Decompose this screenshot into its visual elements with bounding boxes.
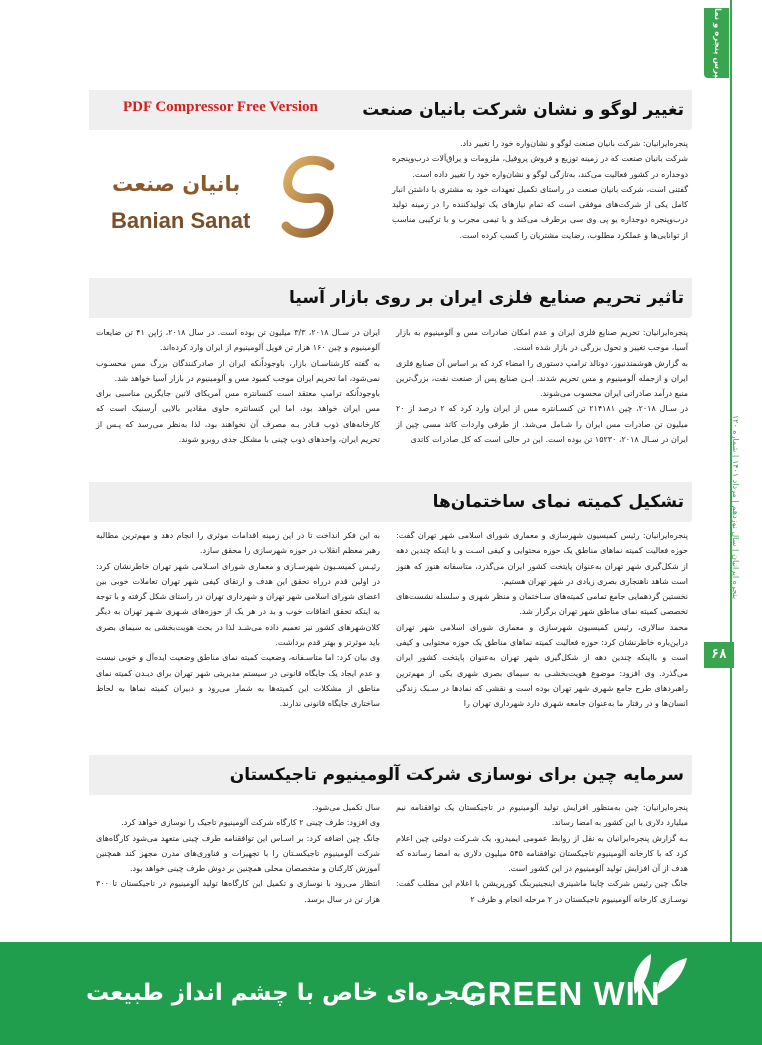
paragraph: محمد سالاری، رئیس کمیسیون شهرسازی و معماری شورای اسلامی شهر تهران دراین‌باره خاطرنشان کرد: حوزه فعالیت کمیته نماهای مناطق یک حوزه محتوایی و کیفی است و با‌اینکه چندین دهه از شکل‌گیری شهر تهران به‌عنوان پایتخت کشور ایران می‌گذرد. وی افزود: موضوع هویت‌بخشـی به سیمای بصری شهری یکی از مهم‌ترین راهبردهای طرح جامع شهری شهر تهران بوده است و نقشی که نمادها در سـبک زندگی انسان‌ها و در رفتار ما به‌عنوان جامعه شهری دارد شهرداری تهران را <box>396 622 688 709</box>
paragraph: رئیـس کمیسـیون شهرسـازی و معماری شورای اسـلامی شهر تهران خاطرنشان کرد: در اولین قدم درراه تحقق این هدف و ارتقای کیفی شهر تهران تعاملات خوبی بین اعضای شورای اسلامی شهر تهران و شهرداری تهران در راستای شکل گرفته و با توجه به اینکه تحقق اتفاقات خوب و بد در هر یک از حوزه‌های شـهری شـهر تهران به دیگر کلان‌شهرهای کشور نیز تعمیم داده می‌شـد لذا در بحث هویت‌بخشی به سیمای بصری باید موثرتر و بهتر قدم برداشت. <box>96 561 380 648</box>
paragraph: پنجره‌ایرانیان: شرکت بانیان صنعت لوگو و نشان‌واره خود را تغییر داد. <box>459 139 688 148</box>
paragraph: پنجره‌ایرانیان: چین به‌منظور افزایش تولید آلومینیوم در تاجیکستان یک توافقنامه نیم میلیارد دلاری با این کشور به امضا رساند. <box>396 803 688 828</box>
article-3-title: تشکیل کمیته نمای ساختمان‌ها <box>432 492 684 512</box>
paragraph: پنجره‌ایرانیان: رئیس کمیسیون شهرسازی و معماری شورای اسلامی شهر تهران گفت: حوزه فعالیت کمیته نماهای مناطق یک حوزه محتوایی و کیفی اسـت و با اینکه چندین دهه از شکل‌گیری شهر تهران به‌عنوان پایتخت کشور ایران می‌گذرد، متاسفانه هنوز که هنوز است شاهد ناهنجاری بصری زیادی در شهر تهران هستیم. <box>396 531 688 586</box>
paragraph: به گزارش هوشمندنیوز، دونالد ترامپ دستوری را امضاء کرد که بر اساس آن صنایع فلزی ایران و ازجمله آلومینیوم و مس تحریم شدند. ایـن صنایع پس از صنعت نفت، بزرگ‌ترین منبع درآمد صادراتی ایران محسوب می‌شوند. <box>396 358 688 399</box>
paragraph: به این فکر انداخت تا در این زمینه اقدامات موثری را انجام دهد و مهم‌ترین مطالبه رهبر معظم انقلاب در حوزه شهرسازی را محقق سازد. <box>96 531 380 556</box>
article-3-left-column <box>96 528 380 712</box>
page-number: ۶۸ <box>704 642 734 668</box>
paragraph: ایران در سـال ۲۰۱۸، ۳/۳ میلیون تن بوده است. در سال ۲۰۱۸، ژاپن ۴۱ تن ضایعات آلومینیوم و چین ۱۶۰ هزار تن فویل آلومینیوم از ایران وارد کرده‌اند. <box>96 328 381 353</box>
paragraph: جانگ چین رئیس شرکت چاینا ماشینری اینجینیرینگ کورپریشن با اعلام این مطلب گفت: نوسـازی کارخانه آلومینیوم تاجیکستان در ۲ مرحله انجام و ظرف ۲ <box>396 879 688 904</box>
paragraph: در سـال ۲۰۱۸، چین ۲۱۴۱۸۱ تن کنسـانتره مس از ایران وارد کرد که ۲ درصد از ۲۰ میلیون تن صادرات مس ایران را شـامل می‌شد. از طرفی واردات کاتد مسی چین از ایران در سـال ۲۰۱۸، ۱۵۲۳۰ تن بوده است. این در حالی است که کل صادرات کاتدی <box>396 404 689 445</box>
section-tab <box>704 8 729 95</box>
logo-text-fa: بانیان صنعت <box>112 172 241 196</box>
article-4-title: سرمایه چین برای نوسازی شرکت آلومینیوم تاجیکستان <box>229 765 684 785</box>
paragraph: به گفته کارشناسـان بازار، باوجوداًنکه ایران از صادرکنندگان بزرگ مس محسـوب نمی‌شود، اما تحریم ایران موجب کمبود مس و آلومینیوم در بازار آسیا خواهد شد. <box>96 358 380 383</box>
article-1-body <box>392 136 688 243</box>
logo-mark-icon <box>280 154 338 242</box>
article-1-title: تغییر لوگو و نشان شرکت بانیان صنعت <box>362 100 684 120</box>
logo-text-en: Banian Sanat <box>111 208 251 233</box>
banner-slogan: پنجره‌ای خاص با چشم انداز طبیعت <box>86 980 478 1006</box>
paragraph: سال تکمیل می‌شود. <box>312 803 380 812</box>
banian-sanat-logo <box>108 150 336 246</box>
greenwin-logo: GREEN WIN <box>461 975 661 1012</box>
paragraph: بـه گزارش پنجره‌ایرانیان به نقل از روابط عمومی ایمیدرو، یک شـرکت دولتی چین اعلام کرد که با کارخانه آلومینیوم تاجیکستان توافقنامه ۵۴۵ میلیون دلاری به امضا رسانده که هدف از آن افزایش تولید آلومینیوم در این کشور است. <box>396 833 688 874</box>
paragraph: جانگ چین اضافه کرد: بر اسـاس این توافقنامه طرف چینی متعهد می‌شود کارگاه‌های شرکت آلومینیوم تاجیکسـتان را با تجهیزات و فناوری‌های مدرن مجهز کند همچنین آموزش کارکنان و متخصصان محلی همچنین بر دوش طرف چینی خواهد بود. <box>96 833 380 874</box>
paragraph: انتظار می‌رود با نوسازی و تکمیل این کارگاه‌ها تولید آلومینیوم در تاجیکستان تا ۳۰۰ هزار تن در سال برسد. <box>96 879 380 904</box>
article-1-header <box>89 90 692 130</box>
paragraph: شرکت بانیان صنعت که در زمینه توزیع و فروش پروفیل، ملزومات و یراق‌آلات درب‌وپنجره دوجداره در کشور فعالیت می‌کند، به‌تازگی لوگو و نشان‌واره خود را تغییر داده است. <box>392 154 688 179</box>
article-3-right-column <box>396 528 688 712</box>
paragraph: وی افزود: طرف چینی ۲ کارگاه شرکت آلومینیوم تاجیک را نوسازی خواهد کرد. <box>121 818 380 828</box>
article-2-header <box>89 278 692 318</box>
paragraph: پنجره‌ایرانیان: تحریم صنایع فلزی ایران و عدم امکان صادرات مس و آلومینیوم به بازار آسیا، موجب تغییر و تحول بزرگی در بازار شده است. <box>396 328 688 353</box>
issue-info: پنجره ایرانیان | سال نوزدهم | مرداد ۱۴۰۱ | شماره ۱۲۰ <box>731 414 740 600</box>
paragraph: باوجوداًنکه ترامپ معتقد است کنسانتره مس آمریکای لاتین جایگزین مناسبی برای مس ایران خواهد بود، اما این کنسانتره حاوی مقادیر بالایی آرسنیک است که کارخانه‌های ذوب قـادر بـه مصرف آن نخواهند بود، لذا به‌نظر می‌رسد که پـس از تحریم ایران، واحدهای ذوب چینی با مشکل جدی روبرو شوند. <box>96 389 380 445</box>
article-3-header <box>89 482 692 522</box>
paragraph: وی بیان کرد: اما متاسـفانه، وضعیت کمیته نمای مناطق وضعیت ایده‌آل و خوبی نیست و عدم ایجاد یک جایگاه قانونی در سیستم مدیریتی شهر تهران برای دیـدن کمیته نمای مناطق از مشکلات این کمیته‌ها به شمار می‌رود و دبیران کمیته نماها به لحاظ ساختاری جایگاه قانونی ندارند. <box>96 653 380 709</box>
paragraph: گفتنی است، شرکت بانیان صنعت در راستای تکمیل تعهدات خود به مشتری با داشتن انبار کامل یکی از شرکت‌های موفقی است که تمام نیازهای یک تولیدکننده را در زمینه تولید درب‌وپنجره دوجداره یو پی وی سی برطرف می‌کند و با تیمی مجرب و با ترکیبی مناسب از توانایی‌ها و عملکرد مطلوب، رضایت مشتریان را کسب کرده است. <box>392 184 688 240</box>
paragraph: نخستین گردهمایی جامع تمامی کمیته‌های سـاختمان و منظر شهری و سلسله نشست‌های تخصصی کمیته نمای مناطق شهر تهران برگزار شد. <box>396 592 688 617</box>
article-4-left-column <box>96 800 380 907</box>
watermark: PDF Compressor Free Version <box>123 99 318 115</box>
article-2-right-column <box>396 325 688 447</box>
article-2-left-column <box>96 325 380 447</box>
greenwin-banner <box>0 942 762 1045</box>
section-tab-label: اکسپرس پنجره و نما <box>712 8 722 95</box>
article-4-right-column <box>396 800 688 907</box>
article-2-title: تاثیر تحریم صنایع فلزی ایران بر روی بازار آسیا <box>289 288 684 308</box>
article-4-header <box>89 755 692 795</box>
